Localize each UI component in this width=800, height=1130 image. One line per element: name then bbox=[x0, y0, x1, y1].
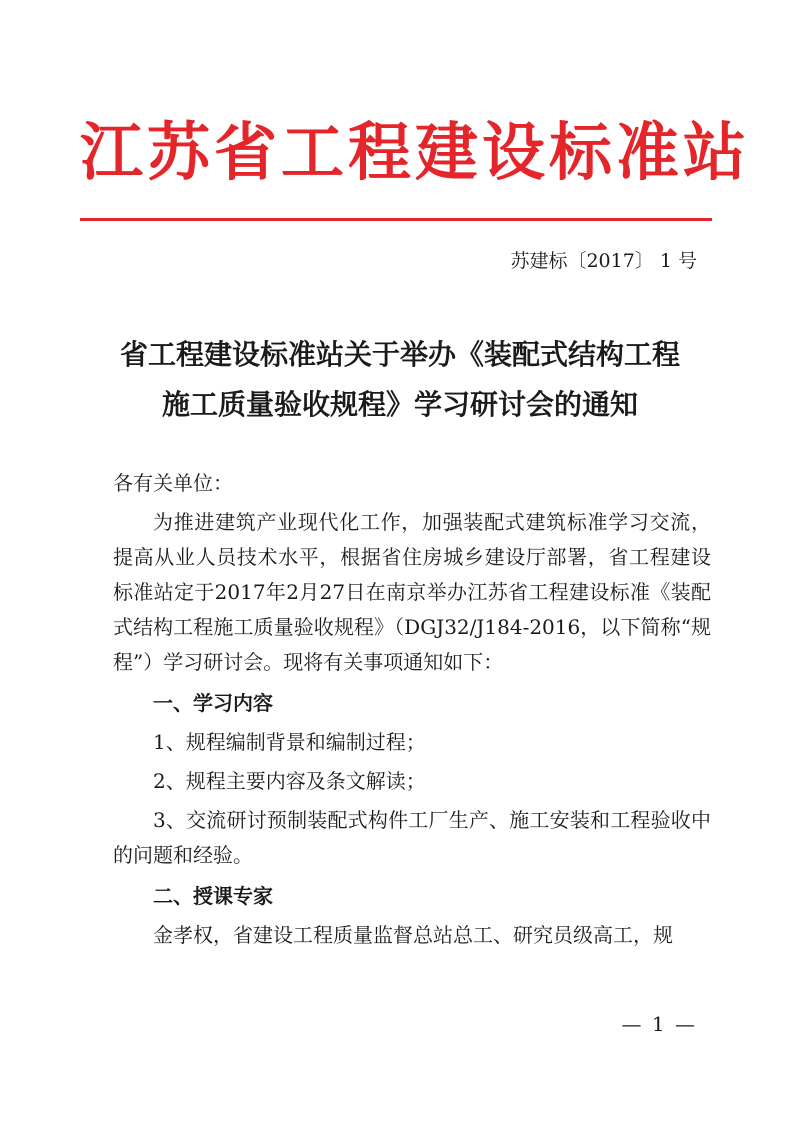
document-title bbox=[80, 330, 720, 430]
section-heading-experts: 二、授课专家 bbox=[153, 884, 273, 908]
expert-paragraph: 金孝权，省建设工程质量监督总站总工、研究员级高工，规 bbox=[153, 923, 673, 947]
list-item: 3、交流研讨预制装配式构件工厂生产、施工安装和工程验收中的问题和经验。 bbox=[113, 808, 711, 867]
intro-paragraph: 为推进建筑产业现代化工作，加强装配式建筑标准学习交流，提高从业人员技术水平，根据省住房城乡建设厅部署，省工程建设标准站定于2017年2月27日在南京举办江苏省工程建设标准《装配式结构工程施工质量验收规程》（DGJ32/J184-2016，以下简称“规程”）学习研讨会。现将有关事项通知如下： bbox=[113, 510, 711, 674]
salutation: 各有关单位： bbox=[113, 471, 233, 495]
section-heading-learning-content: 一、学习内容 bbox=[153, 691, 273, 715]
red-divider-line bbox=[80, 218, 712, 221]
document-number: 苏建标〔2017〕 1 号 bbox=[510, 250, 697, 272]
list-item: 2、规程主要内容及条文解读； bbox=[153, 769, 426, 793]
document-title-line-2: 施工质量验收规程》学习研讨会的通知 bbox=[161, 388, 638, 421]
list-item: 1、规程编制背景和编制过程； bbox=[153, 730, 426, 754]
page-number: — 1 — bbox=[621, 1012, 697, 1036]
document-body bbox=[113, 466, 711, 953]
document-title-line-1: 省工程建设标准站关于举办《装配式结构工程 bbox=[119, 338, 680, 371]
masthead-title: 江苏省工程建设标准站 bbox=[80, 115, 750, 189]
